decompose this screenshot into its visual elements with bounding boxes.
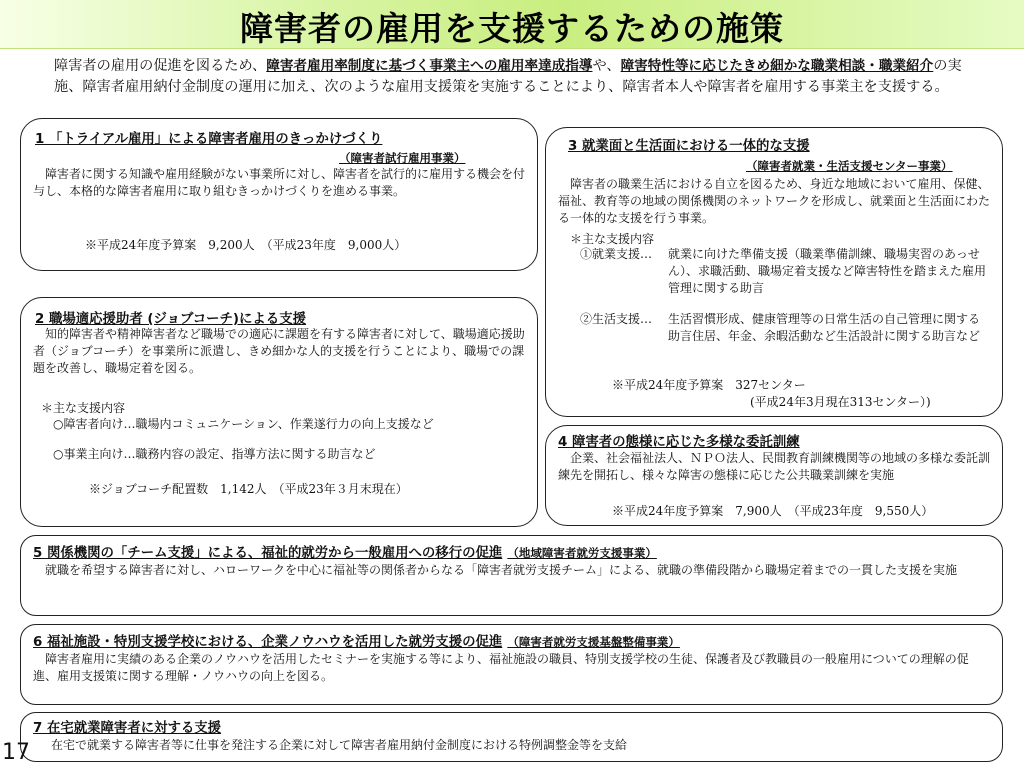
section-6-heading-row [33,631,680,650]
section-2-item-1: ○障害者向け…職場内コミュニケーション、作業遂行力の向上支援など [53,417,434,431]
section-box-6 [20,624,1003,705]
section-box-4 [545,425,1003,526]
section-7-body: 在宅で就業する障害者等に仕事を発注する企業に対して障害者雇用納付金制度における特例調整金等を支給 [51,738,628,752]
section-5-subheading: （地域障害者就労支援事業） [507,546,657,560]
section-3-note-1: ※平成24年度予算案 327センター [612,378,806,392]
page-title: 障害者の雇用を支援するための施策 [240,9,784,48]
intro-text-1: 障害者の雇用の促進を図るため、 [54,58,267,74]
page-number: 17 [2,740,30,765]
section-6-heading: 6 福祉施設・特別支援学校における、企業ノウハウを活用した就労支援の促進 [33,635,503,650]
section-box-7 [20,712,1003,762]
intro-text-2: や、 [592,58,621,74]
title-bar [0,0,1024,49]
section-3-heading: 3 就業面と生活面における一体的な支援 [568,139,810,154]
section-6-body: 障害者雇用に実績のある企業のノウハウを活用したセミナーを実施する等により、福祉施設の職員、特別支援学校の生徒、保護者及び教職員の一般雇用についての理解の促進、雇用支援策に関する理解・ノウハウの向上を図る。 [33,652,969,683]
section-5-body: 就職を希望する障害者に対し、ハローワークを中心に福祉等の関係者からなる「障害者就労支援チーム」による、就職の準備段階から職場定着までの一貫した支援を実施 [45,563,958,577]
section-2-list-heading: ＊主な支援内容 [41,401,126,415]
section-1-body: 障害者に関する知識や雇用経験がない事業所に対し、障害者を試行的に雇用する機会を付与し、本格的な障害者雇用に取り組むきっかけづくりを進める事業。 [33,167,526,198]
section-3-item-2-label: ②生活支援… [580,312,653,326]
section-2-heading: 2 職場適応援助者 (ジョブコーチ)による支援 [35,312,306,327]
section-box-3 [545,127,1003,417]
section-1-subheading: （障害者試行雇用事業） [339,151,466,165]
section-3-list-heading: ＊主な支援内容 [570,232,655,246]
intro-paragraph [54,56,972,98]
section-3-item-1-label: ①就業支援… [580,247,653,261]
section-4-heading: 4 障害者の態様に応じた多様な委託訓練 [558,435,800,450]
intro-emphasis-1: 障害者雇用率制度に基づく事業主への雇用率達成指導 [266,58,593,74]
section-2-body: 知的障害者や精神障害者など職場での適応に課題を有する障害者に対して、職場適応援助者（ジョブコーチ）を事業所に派遣し、きめ細かな人的支援を行うことにより、職場での課題を改善し、職場定着を図る。 [33,327,525,375]
section-2-note: ※ジョブコーチ配置数 1,142人 （平成23年３月末現在） [89,482,408,496]
section-3-note-2: (平成24年3月現在313センター）) [750,395,931,409]
section-4-note: ※平成24年度予算案 7,900人 （平成23年度 9,550人） [612,504,934,518]
section-2-item-2: ○事業主向け…職務内容の設定、指導方法に関する助言など [53,447,376,461]
section-3-body: 障害者の職業生活における自立を図るため、身近な地域において雇用、保健、福祉、教育等の地域の関係機関のネットワークを形成し、就業面と生活面にわたる一体的な支援を行う事業。 [558,177,991,225]
section-box-1 [20,118,538,271]
section-6-subheading: （障害者就労支援基盤整備事業） [507,635,680,649]
section-1-note: ※平成24年度予算案 9,200人 （平成23年度 9,000人） [85,238,407,252]
section-box-5 [20,535,1003,616]
section-4-body: 企業、社会福祉法人、ＮＰＯ法人、民間教育訓練機関等の地域の多様な委託訓練先を開拓し、様々な障害の態様に応じた公共職業訓練を実施 [558,451,991,482]
section-7-heading: 7 在宅就業障害者に対する支援 [33,721,222,736]
section-5-heading: 5 関係機関の「チーム支援」による、福祉的就労から一般雇用への移行の促進 [33,546,503,561]
section-3-subheading: （障害者就業・生活支援センター事業） [746,159,953,173]
section-5-heading-row [33,542,657,561]
section-box-2 [20,297,538,527]
section-3-item-2-text: 生活習慣形成、健康管理等の日常生活の自己管理に関する助言住居、年金、余暇活動など生活設計に関する助言など [668,312,981,343]
section-3-item-1-text: 就業に向けた準備支援（職業準備訓練、職場実習のあっせん）、求職活動、職場定着支援など障害特性を踏まえた雇用管理に関する助言 [668,247,987,295]
intro-text-3: の実施、障害者雇用納付金制度の運用に加え、次のような雇用支援策を実施することにより、障害者本人や障害者を雇用する事業主を支援する。 [54,58,962,95]
section-1-heading: 1 「トライアル雇用」による障害者雇用のきっかけづくり [35,132,383,147]
intro-emphasis-2: 障害特性等に応じたきめ細かな職業相談・職業紹介 [620,58,934,74]
